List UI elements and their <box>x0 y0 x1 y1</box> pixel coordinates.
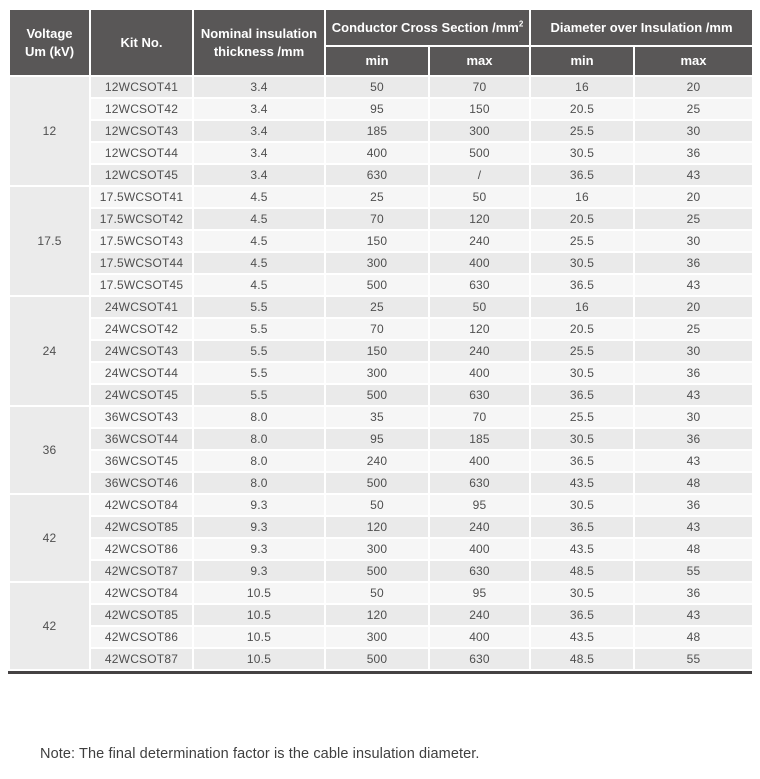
table-row <box>9 560 753 582</box>
ccs-max-cell: 630 <box>429 472 530 494</box>
table-body <box>9 76 753 670</box>
dia-min-cell: 36.5 <box>530 164 634 186</box>
ccs-max-cell: 185 <box>429 428 530 450</box>
kit-no-cell: 42WCSOT87 <box>90 560 193 582</box>
dia-min-cell: 30.5 <box>530 582 634 604</box>
ccs-min-cell: 95 <box>325 98 429 120</box>
dia-max-cell: 43 <box>634 164 753 186</box>
dia-max-cell: 48 <box>634 472 753 494</box>
header-voltage <box>9 9 90 76</box>
ccs-min-cell: 25 <box>325 186 429 208</box>
ccs-min-cell: 50 <box>325 494 429 516</box>
ccs-min-cell: 500 <box>325 472 429 494</box>
table-row <box>9 186 753 208</box>
voltage-cell: 42 <box>9 494 90 582</box>
dia-max-cell: 43 <box>634 384 753 406</box>
thickness-cell: 3.4 <box>193 76 325 98</box>
kit-no-cell: 24WCSOT41 <box>90 296 193 318</box>
ccs-min-cell: 185 <box>325 120 429 142</box>
dia-max-cell: 43 <box>634 450 753 472</box>
dia-min-cell: 30.5 <box>530 428 634 450</box>
ccs-min-cell: 95 <box>325 428 429 450</box>
dia-max-cell: 55 <box>634 648 753 670</box>
thickness-cell: 9.3 <box>193 538 325 560</box>
thickness-cell: 9.3 <box>193 494 325 516</box>
ccs-min-cell: 500 <box>325 384 429 406</box>
dia-max-cell: 48 <box>634 538 753 560</box>
dia-max-cell: 36 <box>634 428 753 450</box>
header-voltage-line2: Um (kV) <box>24 43 75 59</box>
ccs-min-cell: 630 <box>325 164 429 186</box>
dia-max-cell: 36 <box>634 582 753 604</box>
table-row <box>9 120 753 142</box>
thickness-cell: 5.5 <box>193 318 325 340</box>
ccs-min-cell: 300 <box>325 626 429 648</box>
insulation-kit-table <box>8 8 754 671</box>
dia-min-cell: 16 <box>530 186 634 208</box>
ccs-max-cell: 300 <box>429 120 530 142</box>
table-row <box>9 76 753 98</box>
kit-no-cell: 24WCSOT45 <box>90 384 193 406</box>
voltage-cell: 12 <box>9 76 90 186</box>
header-ccs-superscript: 2 <box>518 19 524 29</box>
dia-min-cell: 36.5 <box>530 274 634 296</box>
dia-min-cell: 48.5 <box>530 648 634 670</box>
dia-max-cell: 36 <box>634 362 753 384</box>
header-dia-min: min <box>530 46 634 76</box>
ccs-max-cell: / <box>429 164 530 186</box>
kit-no-cell: 17.5WCSOT44 <box>90 252 193 274</box>
dia-min-cell: 20.5 <box>530 208 634 230</box>
dia-min-cell: 43.5 <box>530 626 634 648</box>
dia-min-cell: 20.5 <box>530 98 634 120</box>
dia-min-cell: 30.5 <box>530 362 634 384</box>
table-row <box>9 582 753 604</box>
table-row <box>9 626 753 648</box>
dia-max-cell: 43 <box>634 274 753 296</box>
kit-no-cell: 42WCSOT86 <box>90 626 193 648</box>
kit-no-cell: 17.5WCSOT45 <box>90 274 193 296</box>
ccs-max-cell: 120 <box>429 318 530 340</box>
thickness-cell: 5.5 <box>193 296 325 318</box>
dia-max-cell: 25 <box>634 318 753 340</box>
dia-max-cell: 55 <box>634 560 753 582</box>
ccs-min-cell: 500 <box>325 274 429 296</box>
thickness-cell: 3.4 <box>193 164 325 186</box>
ccs-max-cell: 400 <box>429 626 530 648</box>
thickness-cell: 9.3 <box>193 560 325 582</box>
ccs-max-cell: 95 <box>429 582 530 604</box>
dia-min-cell: 36.5 <box>530 384 634 406</box>
dia-min-cell: 16 <box>530 76 634 98</box>
dia-max-cell: 36 <box>634 494 753 516</box>
kit-no-cell: 12WCSOT41 <box>90 76 193 98</box>
kit-no-cell: 36WCSOT46 <box>90 472 193 494</box>
thickness-cell: 5.5 <box>193 384 325 406</box>
dia-max-cell: 48 <box>634 626 753 648</box>
dia-max-cell: 25 <box>634 98 753 120</box>
kit-no-cell: 42WCSOT85 <box>90 604 193 626</box>
dia-min-cell: 36.5 <box>530 516 634 538</box>
table-row <box>9 648 753 670</box>
dia-min-cell: 25.5 <box>530 120 634 142</box>
header-thickness-line1: Nominal insulation <box>200 25 318 41</box>
dia-min-cell: 43.5 <box>530 538 634 560</box>
thickness-cell: 8.0 <box>193 472 325 494</box>
table-row <box>9 494 753 516</box>
table-row <box>9 362 753 384</box>
kit-no-cell: 42WCSOT86 <box>90 538 193 560</box>
ccs-max-cell: 630 <box>429 648 530 670</box>
kit-no-cell: 42WCSOT84 <box>90 494 193 516</box>
thickness-cell: 5.5 <box>193 362 325 384</box>
header-ccs-text: Conductor Cross Section /mm <box>331 19 519 35</box>
ccs-max-cell: 630 <box>429 560 530 582</box>
ccs-max-cell: 400 <box>429 252 530 274</box>
table-row <box>9 142 753 164</box>
thickness-cell: 10.5 <box>193 626 325 648</box>
kit-no-cell: 12WCSOT43 <box>90 120 193 142</box>
ccs-min-cell: 50 <box>325 582 429 604</box>
ccs-max-cell: 240 <box>429 340 530 362</box>
insulation-kit-table-wrap <box>8 8 752 674</box>
thickness-cell: 8.0 <box>193 450 325 472</box>
ccs-max-cell: 240 <box>429 230 530 252</box>
dia-min-cell: 20.5 <box>530 318 634 340</box>
kit-no-cell: 42WCSOT87 <box>90 648 193 670</box>
table-row <box>9 450 753 472</box>
dia-min-cell: 43.5 <box>530 472 634 494</box>
dia-max-cell: 25 <box>634 208 753 230</box>
table-note: Note: The final determination factor is the cable insulation diameter. <box>40 746 480 762</box>
dia-max-cell: 30 <box>634 230 753 252</box>
kit-no-cell: 42WCSOT85 <box>90 516 193 538</box>
thickness-cell: 4.5 <box>193 252 325 274</box>
dia-max-cell: 20 <box>634 186 753 208</box>
thickness-cell: 5.5 <box>193 340 325 362</box>
thickness-cell: 4.5 <box>193 230 325 252</box>
ccs-min-cell: 35 <box>325 406 429 428</box>
dia-max-cell: 36 <box>634 252 753 274</box>
thickness-cell: 8.0 <box>193 428 325 450</box>
dia-min-cell: 25.5 <box>530 340 634 362</box>
kit-no-cell: 24WCSOT44 <box>90 362 193 384</box>
ccs-min-cell: 300 <box>325 362 429 384</box>
ccs-max-cell: 50 <box>429 186 530 208</box>
header-diameter-over-insulation: Diameter over Insulation /mm <box>530 9 753 46</box>
dia-max-cell: 30 <box>634 340 753 362</box>
dia-max-cell: 36 <box>634 142 753 164</box>
kit-no-cell: 42WCSOT84 <box>90 582 193 604</box>
kit-no-cell: 36WCSOT43 <box>90 406 193 428</box>
kit-no-cell: 24WCSOT42 <box>90 318 193 340</box>
header-conductor-cross-section <box>325 9 530 46</box>
table-row <box>9 428 753 450</box>
kit-no-cell: 24WCSOT43 <box>90 340 193 362</box>
table-row <box>9 252 753 274</box>
ccs-max-cell: 70 <box>429 406 530 428</box>
table-row <box>9 604 753 626</box>
thickness-cell: 3.4 <box>193 142 325 164</box>
dia-max-cell: 30 <box>634 406 753 428</box>
dia-min-cell: 30.5 <box>530 142 634 164</box>
voltage-cell: 24 <box>9 296 90 406</box>
ccs-max-cell: 400 <box>429 538 530 560</box>
table-header <box>9 9 753 76</box>
kit-no-cell: 17.5WCSOT42 <box>90 208 193 230</box>
ccs-min-cell: 300 <box>325 252 429 274</box>
ccs-min-cell: 400 <box>325 142 429 164</box>
ccs-min-cell: 70 <box>325 318 429 340</box>
dia-max-cell: 20 <box>634 296 753 318</box>
voltage-cell: 42 <box>9 582 90 670</box>
header-dia-max: max <box>634 46 753 76</box>
ccs-min-cell: 70 <box>325 208 429 230</box>
ccs-max-cell: 630 <box>429 274 530 296</box>
ccs-min-cell: 500 <box>325 648 429 670</box>
ccs-min-cell: 120 <box>325 604 429 626</box>
ccs-max-cell: 50 <box>429 296 530 318</box>
thickness-cell: 4.5 <box>193 186 325 208</box>
header-thickness-line2: thickness /mm <box>213 43 305 59</box>
table-row <box>9 406 753 428</box>
table-row <box>9 516 753 538</box>
thickness-cell: 10.5 <box>193 604 325 626</box>
kit-no-cell: 12WCSOT42 <box>90 98 193 120</box>
thickness-cell: 10.5 <box>193 582 325 604</box>
table-row <box>9 208 753 230</box>
thickness-cell: 4.5 <box>193 274 325 296</box>
header-ccs-min: min <box>325 46 429 76</box>
kit-no-cell: 12WCSOT44 <box>90 142 193 164</box>
dia-min-cell: 36.5 <box>530 604 634 626</box>
ccs-max-cell: 70 <box>429 76 530 98</box>
dia-min-cell: 16 <box>530 296 634 318</box>
voltage-cell: 17.5 <box>9 186 90 296</box>
voltage-cell: 36 <box>9 406 90 494</box>
thickness-cell: 3.4 <box>193 120 325 142</box>
ccs-max-cell: 120 <box>429 208 530 230</box>
table-row <box>9 472 753 494</box>
dia-min-cell: 25.5 <box>530 230 634 252</box>
thickness-cell: 10.5 <box>193 648 325 670</box>
thickness-cell: 8.0 <box>193 406 325 428</box>
ccs-min-cell: 25 <box>325 296 429 318</box>
kit-no-cell: 17.5WCSOT43 <box>90 230 193 252</box>
ccs-min-cell: 50 <box>325 76 429 98</box>
table-row <box>9 384 753 406</box>
table-row <box>9 538 753 560</box>
thickness-cell: 3.4 <box>193 98 325 120</box>
dia-min-cell: 25.5 <box>530 406 634 428</box>
ccs-max-cell: 240 <box>429 604 530 626</box>
ccs-min-cell: 500 <box>325 560 429 582</box>
ccs-max-cell: 150 <box>429 98 530 120</box>
dia-max-cell: 43 <box>634 516 753 538</box>
kit-no-cell: 17.5WCSOT41 <box>90 186 193 208</box>
table-row <box>9 296 753 318</box>
table-row <box>9 164 753 186</box>
dia-min-cell: 30.5 <box>530 252 634 274</box>
table-row <box>9 98 753 120</box>
table-row <box>9 274 753 296</box>
ccs-min-cell: 150 <box>325 230 429 252</box>
ccs-min-cell: 300 <box>325 538 429 560</box>
header-kit-no: Kit No. <box>90 9 193 76</box>
kit-no-cell: 12WCSOT45 <box>90 164 193 186</box>
ccs-max-cell: 500 <box>429 142 530 164</box>
ccs-max-cell: 240 <box>429 516 530 538</box>
table-row <box>9 230 753 252</box>
thickness-cell: 4.5 <box>193 208 325 230</box>
ccs-max-cell: 400 <box>429 450 530 472</box>
ccs-max-cell: 630 <box>429 384 530 406</box>
ccs-max-cell: 95 <box>429 494 530 516</box>
kit-no-cell: 36WCSOT44 <box>90 428 193 450</box>
dia-min-cell: 48.5 <box>530 560 634 582</box>
header-ccs-max: max <box>429 46 530 76</box>
table-row <box>9 340 753 362</box>
dia-max-cell: 30 <box>634 120 753 142</box>
ccs-min-cell: 120 <box>325 516 429 538</box>
ccs-min-cell: 150 <box>325 340 429 362</box>
kit-no-cell: 36WCSOT45 <box>90 450 193 472</box>
thickness-cell: 9.3 <box>193 516 325 538</box>
dia-max-cell: 20 <box>634 76 753 98</box>
header-thickness <box>193 9 325 76</box>
ccs-max-cell: 400 <box>429 362 530 384</box>
header-voltage-line1: Voltage <box>26 25 73 41</box>
dia-max-cell: 43 <box>634 604 753 626</box>
dia-min-cell: 30.5 <box>530 494 634 516</box>
table-row <box>9 318 753 340</box>
ccs-min-cell: 240 <box>325 450 429 472</box>
dia-min-cell: 36.5 <box>530 450 634 472</box>
